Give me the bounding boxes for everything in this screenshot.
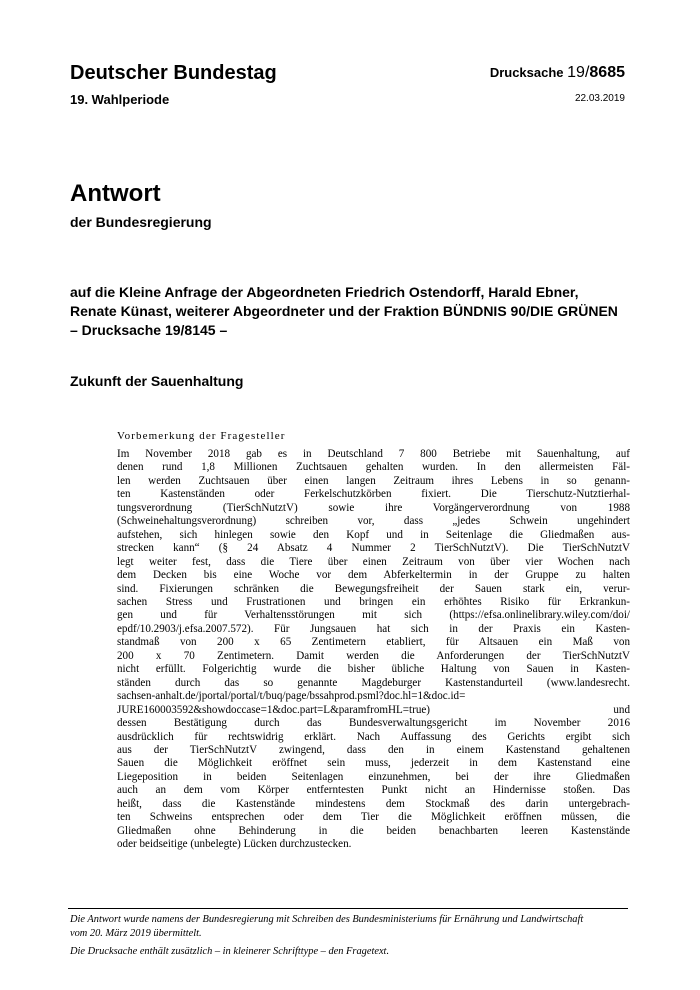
paragraph-line: ten Kastenständen oder Ferkelschutzkörben fixiert. Die Tierschutz-Nutztierhal- bbox=[117, 488, 630, 501]
inquiry-line: – Drucksache 19/8145 – bbox=[70, 322, 228, 338]
paragraph-line: denen rund 1,8 Millionen Zuchtsauen gehalten wurden. In den allermeisten Fäl- bbox=[117, 461, 630, 474]
paragraph-line: heißt, dass die Kastenstände mindestens dem Stockmaß des darin untergebrach- bbox=[117, 797, 630, 810]
paragraph-line: ten Schweins entsprechen oder dem Tier die Möglichkeit eröffnen müssen, die bbox=[117, 811, 630, 824]
paragraph-line: auch an dem vom Körper entferntesten Punkt nicht an Hindernisse stoßen. Das bbox=[117, 784, 630, 797]
inquiry-line: auf die Kleine Anfrage der Abgeordneten Friedrich Ostendorff, Harald Ebner, bbox=[70, 284, 579, 300]
footer-line: Die Antwort wurde namens der Bundesregierung mit Schreiben des Bundesministeriums für Ernährung und Landwirtschaft bbox=[70, 914, 584, 925]
paragraph-line: ständen durch das so genannte Magdeburger Kastenstandurteil (www.landesrecht. bbox=[117, 676, 630, 689]
paragraph-line: nicht erfüllt. Folgerichtig wurde die bisher übliche Haltung von Sauen in Kasten- bbox=[117, 663, 630, 676]
institution-title: Deutscher Bundestag bbox=[70, 62, 277, 84]
paragraph-line: (Schweinehaltungsverordnung) schreiben vor, dass „jedes Schwein ungehindert bbox=[117, 515, 630, 528]
paragraph-line: Liegeposition in beiden Seitenlagen einzunehmen, bei der ihre Gliedmaßen bbox=[117, 770, 630, 783]
paragraph-line: Sauen die Möglichkeit eröffnet sein muss, jederzeit in dem Kastenstand eine bbox=[117, 757, 630, 770]
paragraph-line: sachsen-anhalt.de/jportal/portal/t/buq/page/bssahprod.psml?doc.hl=1&doc.id= bbox=[117, 690, 466, 703]
paragraph-line: Gliedmaßen ohne Behinderung in die beiden benachbarten leeren Kastenstände bbox=[117, 824, 630, 837]
paragraph-line: Im November 2018 gab es in Deutschland 7 800 Betriebe mit Sauenhaltung, auf bbox=[117, 448, 630, 460]
paragraph-line: standmaß von 200 x 65 Zentimetern etabliert, für Altsauen ein Maß von bbox=[117, 636, 630, 649]
drucksache-number bbox=[490, 64, 625, 82]
paragraph-line: dessen Bestätigung durch das Bundesverwaltungsgericht im November 2016 bbox=[117, 717, 630, 730]
drucksache-prefix: 19/ bbox=[567, 64, 590, 81]
document-author: der Bundesregierung bbox=[70, 214, 212, 230]
paragraph-line: len werden Zuchtsauen über einen langen Zeitraum ihres Lebens in so genann- bbox=[117, 474, 630, 487]
paragraph-line: epdf/10.2903/j.efsa.2007.572). Für Jungsauen hat sich in der Praxis ein Kasten- bbox=[117, 622, 630, 635]
paragraph-line: oder beidseitige (unbelegte) Lücken durchzustecken. bbox=[117, 838, 352, 851]
footer-content-note: Die Drucksache enthält zusätzlich – in kleinerer Schrifttype – den Fragetext. bbox=[70, 946, 390, 957]
document-topic: Zukunft der Sauenhaltung bbox=[70, 373, 244, 389]
paragraph-line: aufstehen, sich hinlegen sowie den Kopf und in Seitenlage die Gliedmaßen aus- bbox=[117, 528, 630, 541]
paragraph-line: 200 x 70 Zentimetern. Damit werden die Anforderungen der TierSchNutztV bbox=[117, 649, 630, 662]
footer-line: vom 20. März 2019 übermittelt. bbox=[70, 928, 202, 939]
paragraph-line: strecken kann“ (§ 24 Absatz 4 Nummer 2 TierSchNutztV). Die TierSchNutztV bbox=[117, 542, 630, 555]
paragraph-line: dem Decken bis eine Woche vor dem Abferkeltermin in der Gruppe zu halten bbox=[117, 569, 630, 582]
paragraph-line: legt weiter fest, dass die Tiere über einen Zeitraum von über vier Wochen nach bbox=[117, 555, 630, 568]
preliminary-remark-heading: Vorbemerkung der Fragesteller bbox=[117, 430, 286, 442]
paragraph-line: gen und für Verhaltensstörungen mit sich (https://efsa.onlinelibrary.wiley.com/doi/ bbox=[117, 609, 630, 622]
drucksache-label: Drucksache bbox=[489, 65, 564, 80]
footer-transmission-note bbox=[70, 913, 635, 941]
paragraph-line: ausdrücklich für rechtswidrig erklärt. Nach Auffassung des Gerichts ergibt sich bbox=[117, 730, 630, 743]
drucksache-id: 8685 bbox=[589, 64, 625, 81]
inquiry-line: Renate Künast, weiterer Abgeordneter und der Fraktion BÜNDNIS 90/DIE GRÜNEN bbox=[70, 303, 618, 319]
preliminary-remark-text bbox=[117, 448, 630, 852]
election-period: 19. Wahlperiode bbox=[70, 92, 170, 107]
paragraph-line: sind. Fixierungen schränken die Bewegungsfreiheit der Sauen stark ein, verur- bbox=[117, 582, 630, 595]
document-type-title: Antwort bbox=[70, 180, 161, 207]
paragraph-line: aus der TierSchNutztV zwingend, dass den in einem Kastenstand gehaltenen bbox=[117, 743, 630, 756]
paragraph-line: sachen Stress und Frustrationen und bringen ein erhöhtes Risiko für Erkrankun- bbox=[117, 595, 630, 608]
document-date: 22.03.2019 bbox=[574, 93, 625, 104]
inquiry-reference bbox=[70, 283, 635, 340]
paragraph-line: JURE160003592&showdoccase=1&doc.part=L&paramfromHL=true) und bbox=[117, 703, 630, 716]
paragraph-line: tungsverordnung (TierSchNutztV) sowie ihre Vorgängerverordnung von 1988 bbox=[117, 501, 630, 514]
footer-divider bbox=[68, 908, 628, 909]
